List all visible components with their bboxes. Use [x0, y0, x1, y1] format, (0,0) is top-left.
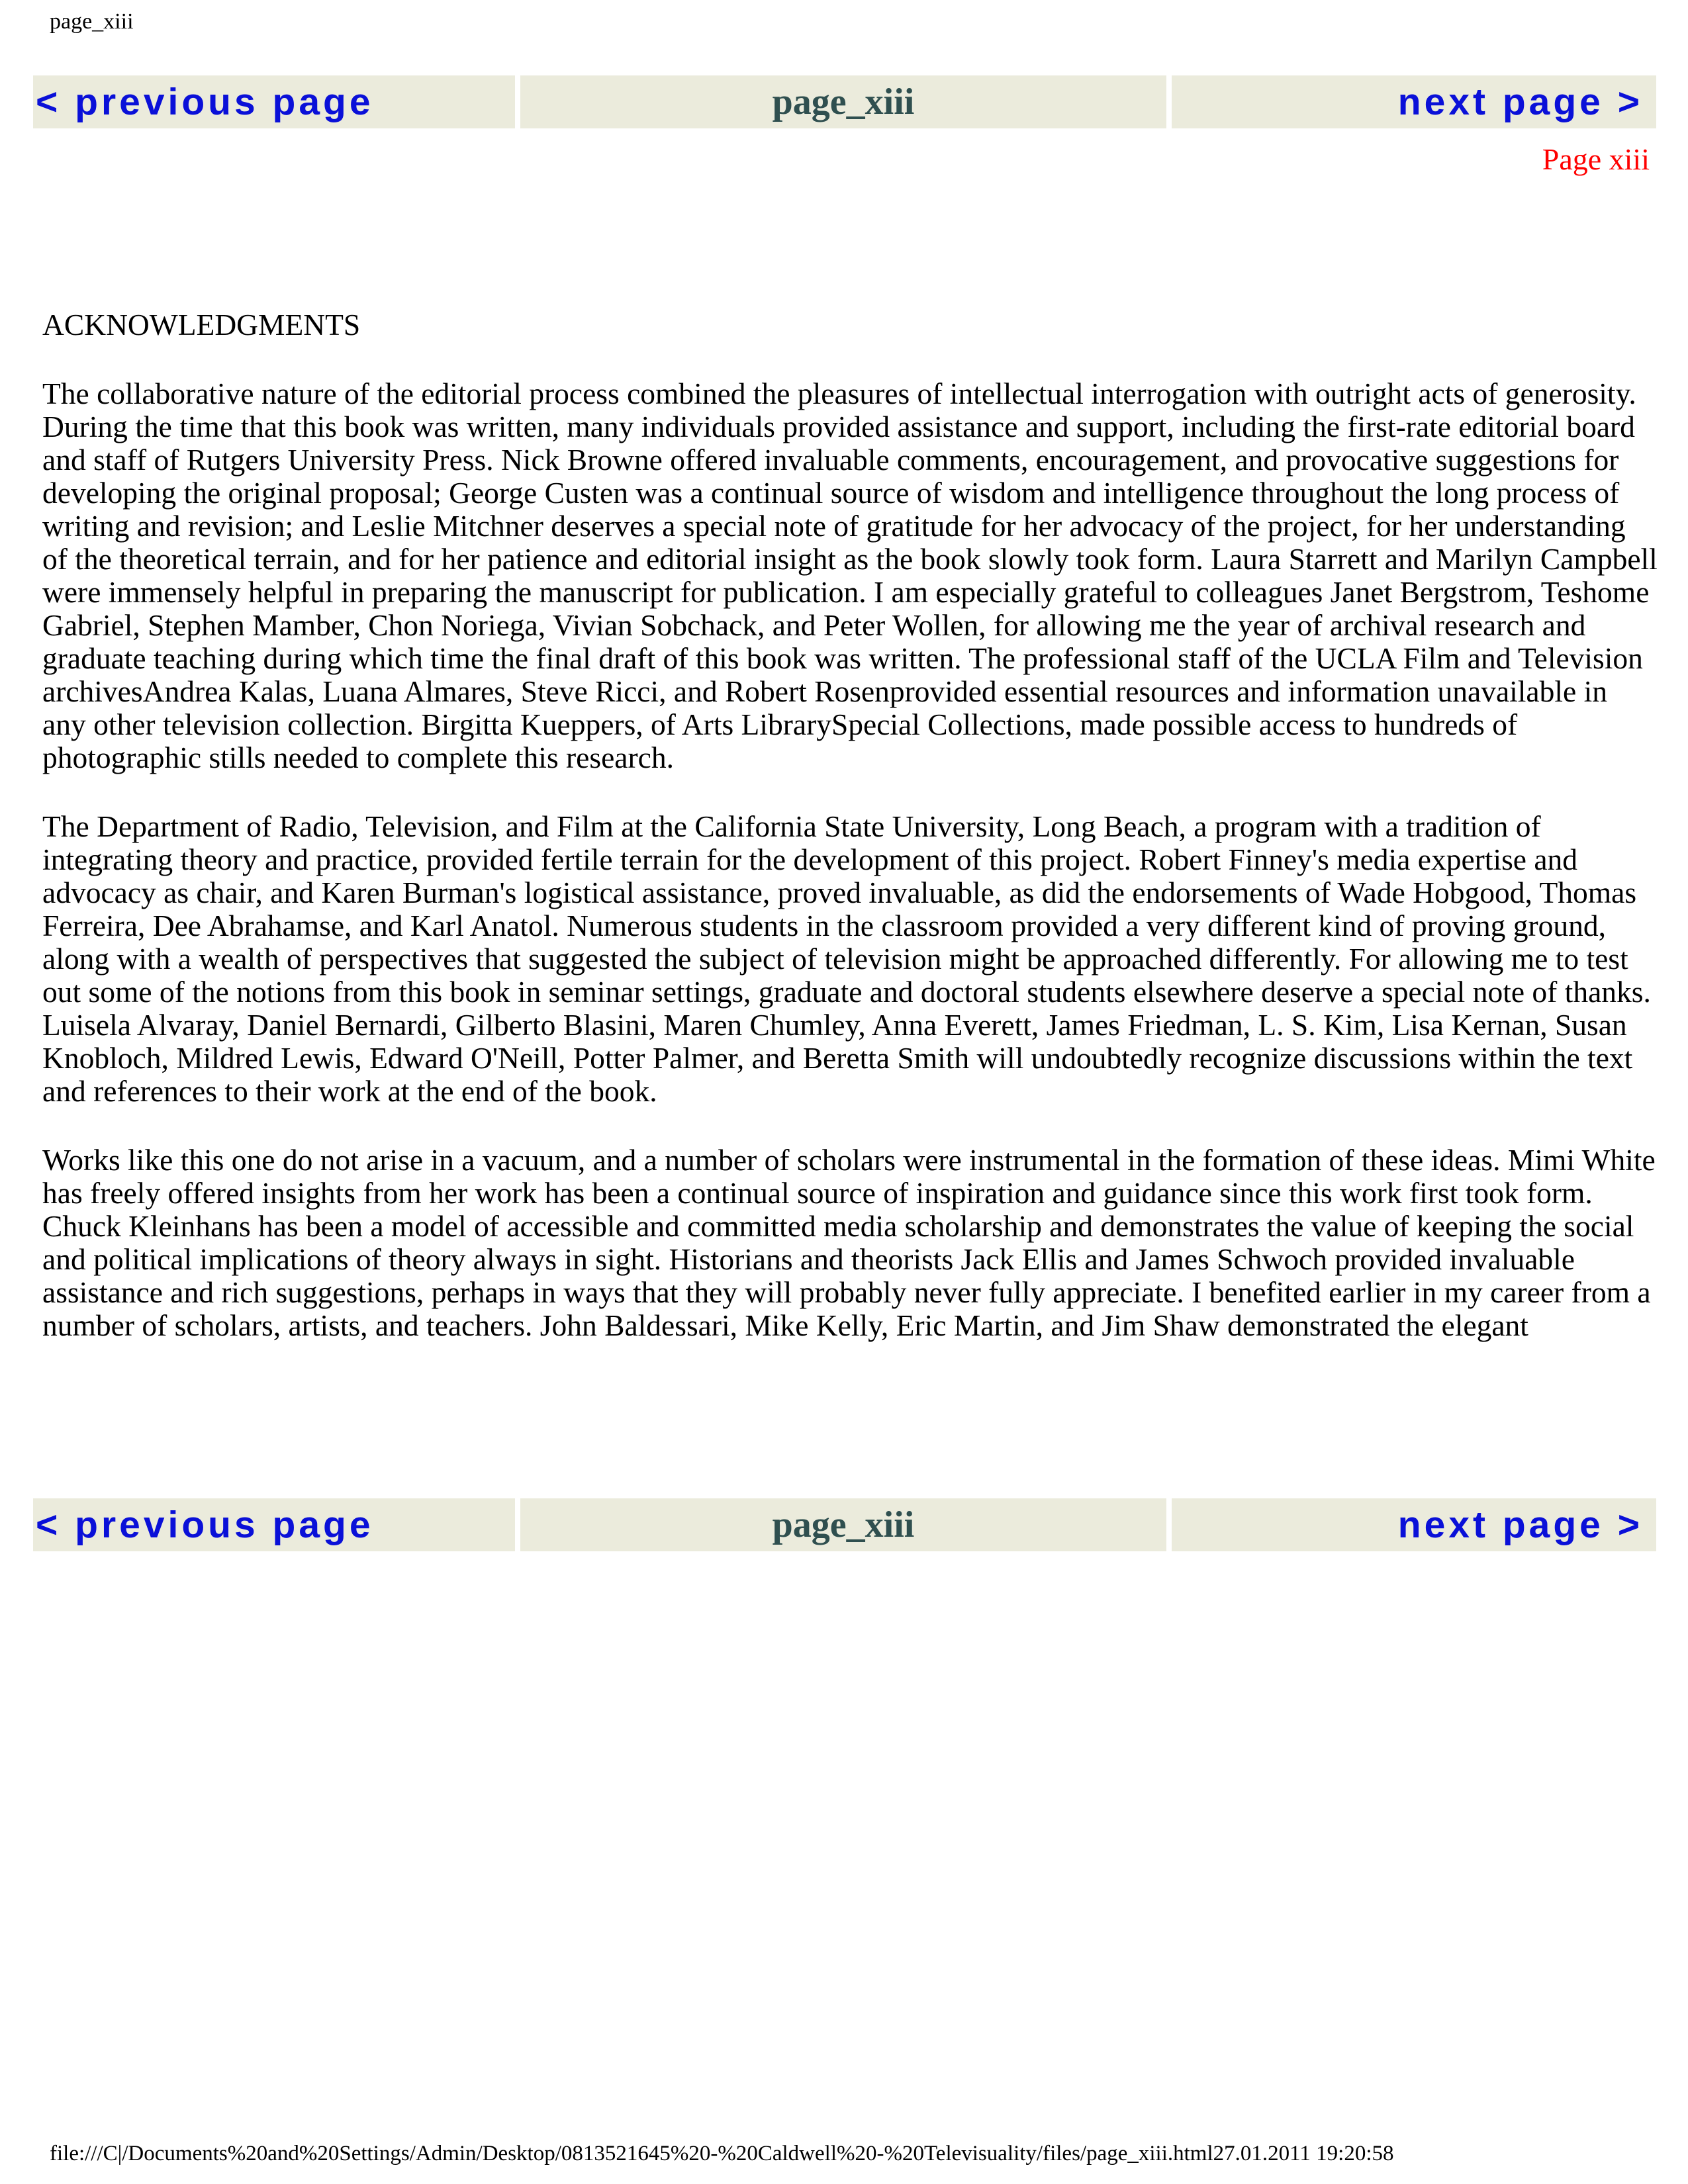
page-label: page_xiii — [50, 9, 134, 34]
previous-page-link[interactable]: < previous page — [36, 1504, 374, 1546]
previous-page-link[interactable]: < previous page — [36, 81, 374, 123]
nav-page-title: page_xiii — [772, 1504, 915, 1545]
title-cell — [520, 75, 1166, 128]
prev-cell — [33, 1498, 515, 1551]
next-page-link[interactable]: next page > — [1397, 1504, 1643, 1546]
top-navigation-bar — [33, 75, 1656, 128]
document-body — [42, 308, 1658, 1378]
page-number: Page xiii — [1542, 142, 1650, 176]
nav-page-title: page_xiii — [772, 81, 915, 122]
next-cell — [1172, 1498, 1656, 1551]
section-heading: ACKNOWLEDGMENTS — [42, 308, 361, 341]
footer-file-path: file:///C|/Documents%20and%20Settings/Admin/Desktop/0813521645%20-%20Caldwell%20-%20Televisuality/files/page_xiii.html27.01.2011 19:20:58 — [50, 2142, 1394, 2165]
title-cell — [520, 1498, 1166, 1551]
bottom-navigation-bar — [33, 1498, 1656, 1551]
next-cell — [1172, 75, 1656, 128]
prev-cell — [33, 75, 515, 128]
paragraph: The Department of Radio, Television, and Film at the California State University, Long Beach, a program with a tradition of integrating theory and practice, provided fertile terrain for the development of this project. Robert Finney's media expertise and advocacy as chair, and Karen Burman's logistical assistance, proved invaluable, as did the endorsements of Wade Hobgood, Thomas Ferreira, Dee Abrahamse, and Karl Anatol. Numerous students in the classroom provided a very different kind of proving ground, along with a wealth of perspectives that suggested the subject of television might be approached differently. For allowing me to test out some of the notions from this book in seminar settings, graduate and doctoral students elsewhere deserve a special note of thanks. Luisela Alvaray, Daniel Bernardi, Gilberto Blasini, Maren Chumley, Anna Everett, James Friedman, L. S. Kim, Lisa Kernan, Susan Knobloch, Mildred Lewis, Edward O'Neill, Potter Palmer, and Beretta Smith will undoubtedly recognize discussions within the text and references to their work at the end of the book. — [42, 809, 1651, 1108]
paragraph: The collaborative nature of the editorial process combined the pleasures of intellectual interrogation with outright acts of generosity. During the time that this book was written, many individuals provided assistance and support, including the first-rate editorial board and staff of Rutgers University Press. Nick Browne offered invaluable comments, encouragement, and provocative suggestions for developing the original proposal; George Custen was a continual source of wisdom and intelligence throughout the long process of writing and revision; and Leslie Mitchner deserves a special note of gratitude for her advocacy of the project, for her understanding of the theoretical terrain, and for her patience and editorial insight as the book slowly took form. Laura Starrett and Marilyn Campbell were immensely helpful in preparing the manuscript for publication. I am especially grateful to colleagues Janet Bergstrom, Teshome Gabriel, Stephen Mamber, Chon Noriega, Vivian Sobchack, and Peter Wollen, for allowing me the year of archival research and graduate teaching during which time the final draft of this book was written. The professional staff of the UCLA Film and Television archivesAndrea Kalas, Luana Almares, Steve Ricci, and Robert Rosenprovided essential resources and information unavailable in any other television collection. Birgitta Kueppers, of Arts LibrarySpecial Collections, made possible access to hundreds of photographic stills needed to complete this research. — [42, 377, 1658, 774]
next-page-link[interactable]: next page > — [1397, 81, 1643, 123]
paragraph: Works like this one do not arise in a vacuum, and a number of scholars were instrumental in the formation of these ideas. Mimi White has freely offered insights from her work has been a continual source of inspiration and guidance since this work first took form. Chuck Kleinhans has been a model of accessible and committed media scholarship and demonstrates the value of keeping the social and political implications of theory always in sight. Historians and theorists Jack Ellis and James Schwoch provided invaluable assistance and rich suggestions, perhaps in ways that they will probably never fully appreciate. I benefited earlier in my career from a number of scholars, artists, and teachers. John Baldessari, Mike Kelly, Eric Martin, and Jim Shaw demonstrated the elegant — [42, 1143, 1656, 1342]
